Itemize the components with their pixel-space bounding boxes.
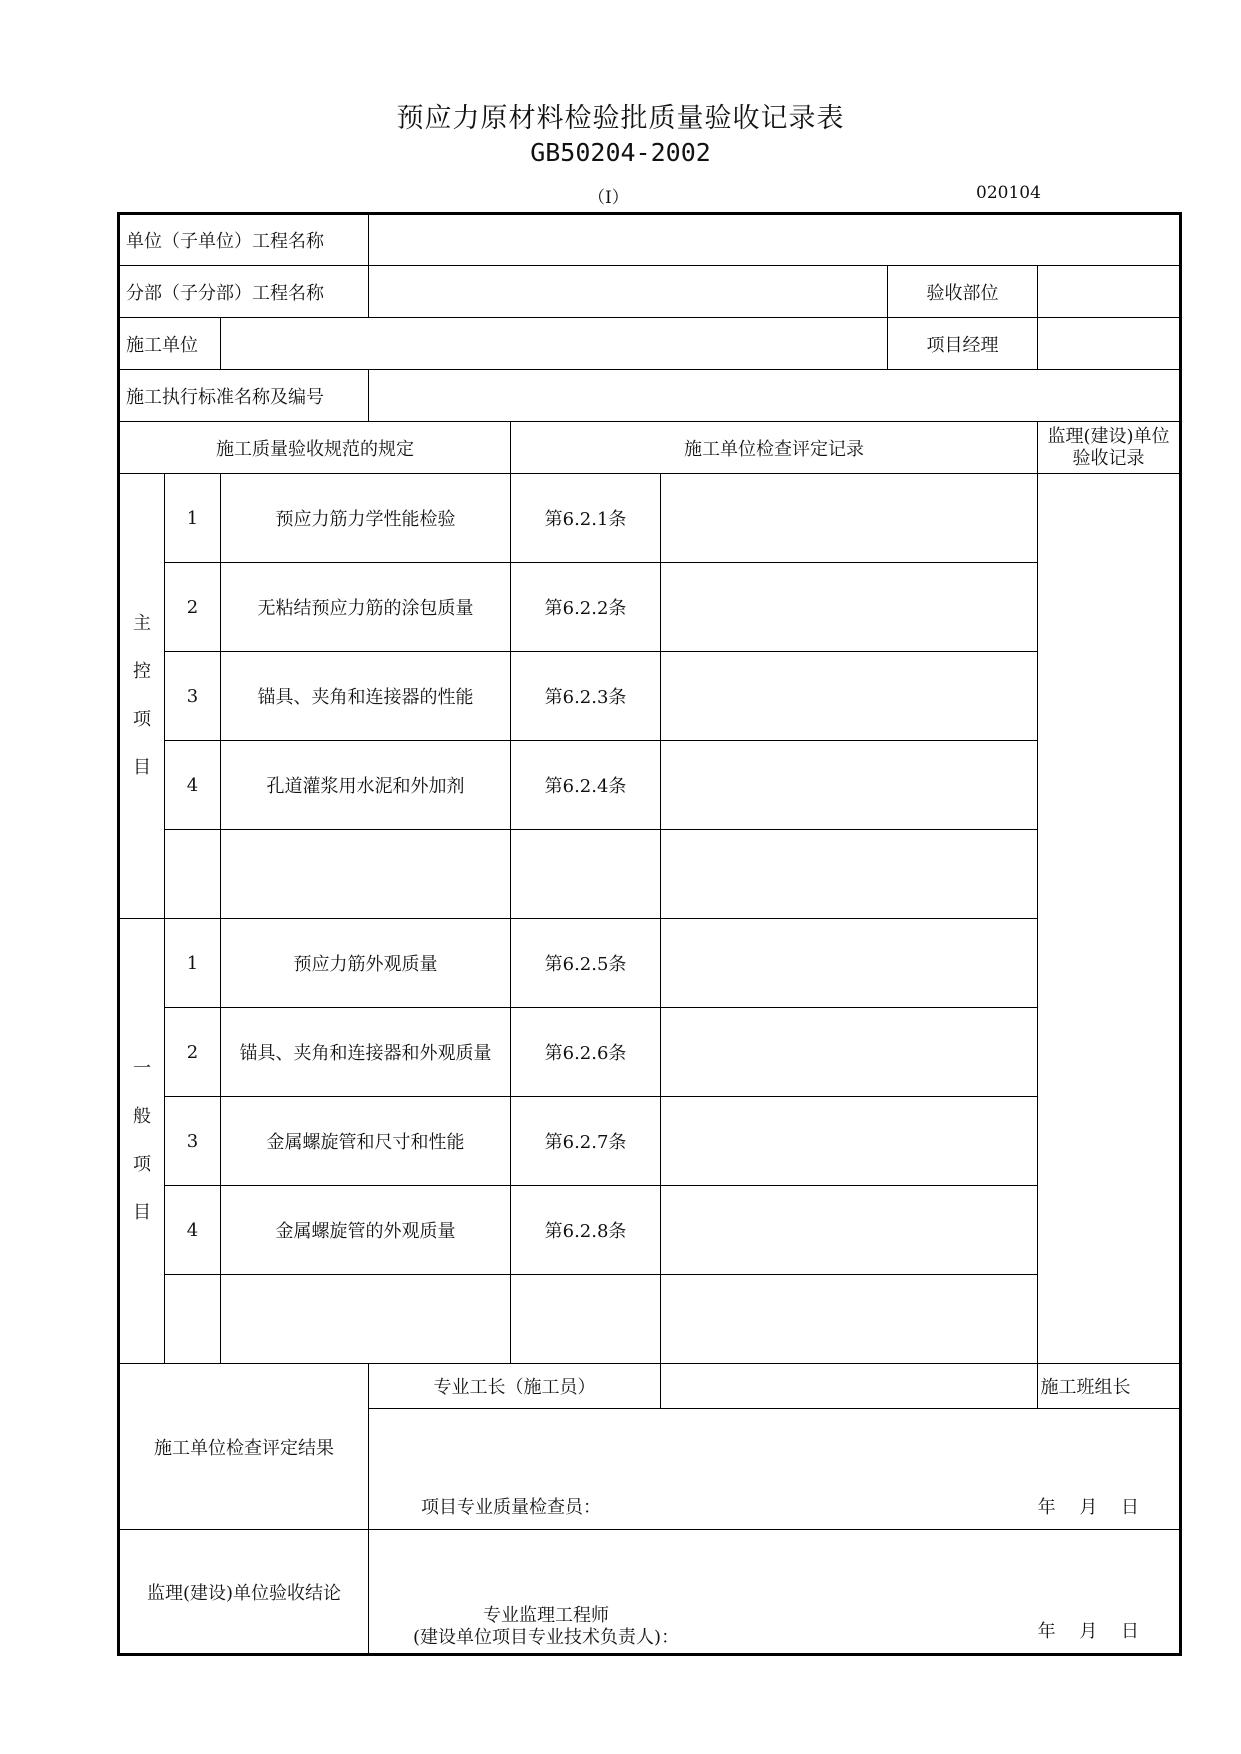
item-clause: 第6.2.2条: [511, 563, 661, 652]
engineer-label: 专业监理工程师 (建设单位项目专业技术负责人)：: [413, 1605, 680, 1648]
record-cell[interactable]: [661, 1097, 1038, 1186]
item-name: 锚具、夹角和连接器和外观质量: [221, 1008, 511, 1097]
table-row: [119, 919, 1181, 1008]
item-number-empty[interactable]: [165, 1275, 221, 1364]
record-column-header: 施工单位检查评定记录: [511, 422, 1038, 474]
item-name: 预应力筋力学性能检验: [221, 474, 511, 563]
sub-project-field[interactable]: [369, 266, 888, 318]
sub-project-label: 分部（子分部）工程名称: [119, 266, 369, 318]
supervision-column-header: 监理(建设)单位验收记录: [1038, 422, 1181, 474]
record-cell[interactable]: [661, 830, 1038, 919]
item-number: 1: [165, 919, 221, 1008]
record-cell[interactable]: [661, 1008, 1038, 1097]
construction-unit-label: 施工单位: [119, 318, 221, 370]
main-control-group-label: 主 控 项 目: [119, 474, 165, 919]
item-number: 2: [165, 563, 221, 652]
acceptance-part-label: 验收部位: [888, 266, 1038, 318]
unit-project-field[interactable]: [369, 214, 1181, 266]
item-name: 金属螺旋管的外观质量: [221, 1186, 511, 1275]
standard-field[interactable]: [369, 370, 1181, 422]
standard-code: GB50204-2002: [530, 138, 711, 167]
item-name-empty[interactable]: [221, 1275, 511, 1364]
construction-unit-field[interactable]: [221, 318, 888, 370]
table-row: [119, 1186, 1181, 1275]
conclusion-label: 监理(建设)单位验收结论: [119, 1530, 369, 1655]
table-row: [119, 1008, 1181, 1097]
table-row: [119, 1275, 1181, 1364]
item-name: 锚具、夹角和连接器的性能: [221, 652, 511, 741]
result-date-label: 年 月 日: [1037, 1497, 1140, 1518]
result-signature-area[interactable]: [369, 1409, 1181, 1530]
inspector-label: 项目专业质量检查员：: [421, 1497, 602, 1518]
general-group-label: 一 般 项 目: [119, 919, 165, 1364]
unit-project-label: 单位（子单位）工程名称: [119, 214, 369, 266]
item-number: 3: [165, 1097, 221, 1186]
item-name: 无粘结预应力筋的涂包质量: [221, 563, 511, 652]
item-clause: 第6.2.3条: [511, 652, 661, 741]
item-name: 预应力筋外观质量: [221, 919, 511, 1008]
item-clause: 第6.2.4条: [511, 741, 661, 830]
item-number: 4: [165, 1186, 221, 1275]
item-name-empty[interactable]: [221, 830, 511, 919]
foreman-label: 专业工长（施工员）: [369, 1364, 661, 1409]
table-row: [119, 830, 1181, 919]
acceptance-part-field[interactable]: [1038, 266, 1181, 318]
record-cell[interactable]: [661, 652, 1038, 741]
record-cell[interactable]: [661, 919, 1038, 1008]
table-row: [119, 563, 1181, 652]
table-row: [119, 474, 1181, 563]
table-row: [119, 1097, 1181, 1186]
item-number: 2: [165, 1008, 221, 1097]
result-label: 施工单位检查评定结果: [119, 1364, 369, 1530]
item-clause: 第6.2.5条: [511, 919, 661, 1008]
item-clause-empty[interactable]: [511, 1275, 661, 1364]
item-name: 金属螺旋管和尺寸和性能: [221, 1097, 511, 1186]
conclusion-date-label: 年 月 日: [1037, 1621, 1140, 1642]
table-row: [119, 741, 1181, 830]
item-number: 4: [165, 741, 221, 830]
item-clause-empty[interactable]: [511, 830, 661, 919]
record-cell[interactable]: [661, 1275, 1038, 1364]
record-cell[interactable]: [661, 1186, 1038, 1275]
record-cell[interactable]: [661, 563, 1038, 652]
inspection-form: [117, 212, 1182, 1656]
item-clause: 第6.2.1条: [511, 474, 661, 563]
part-number: （Ⅰ）: [588, 188, 629, 208]
record-cell[interactable]: [661, 741, 1038, 830]
team-leader-text: 施工班组长: [1040, 1377, 1131, 1398]
supervision-record-cell[interactable]: [1038, 474, 1181, 1364]
item-clause: 第6.2.7条: [511, 1097, 661, 1186]
table-row: [119, 652, 1181, 741]
item-clause: 第6.2.8条: [511, 1186, 661, 1275]
form-number: 020104: [976, 183, 1041, 203]
item-number-empty[interactable]: [165, 830, 221, 919]
standard-label: 施工执行标准名称及编号: [119, 370, 369, 422]
foreman-field[interactable]: [661, 1364, 1038, 1409]
project-manager-field[interactable]: [1038, 318, 1181, 370]
conclusion-signature-area[interactable]: [369, 1530, 1181, 1655]
item-number: 3: [165, 652, 221, 741]
record-cell[interactable]: [661, 474, 1038, 563]
spec-column-header: 施工质量验收规范的规定: [119, 422, 511, 474]
project-manager-label: 项目经理: [888, 318, 1038, 370]
item-clause: 第6.2.6条: [511, 1008, 661, 1097]
page-title: 预应力原材料检验批质量验收记录表: [396, 103, 845, 134]
item-name: 孔道灌浆用水泥和外加剂: [221, 741, 511, 830]
item-number: 1: [165, 474, 221, 563]
